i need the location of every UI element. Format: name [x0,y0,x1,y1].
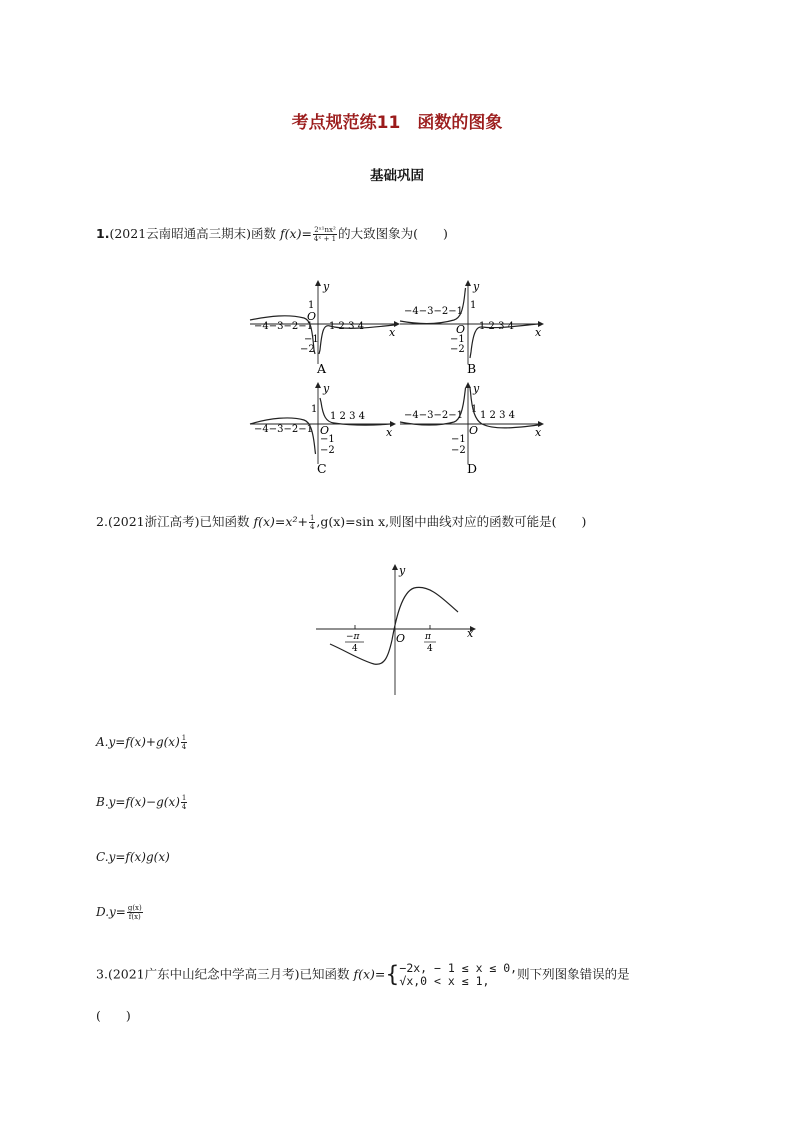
x-axis-label: x [467,627,474,640]
brace: { [385,962,400,988]
y-tick-down-1: −1 [450,334,465,345]
option-b[interactable]: B.y=f(x)−g(x) $\frac{1}{4}$ [96,794,187,811]
graph-c [248,380,408,480]
pos-ticks: 1 2 3 4 [329,321,364,332]
graph-a [248,278,408,378]
y-tick-down-2: −2 [320,445,335,456]
pos-pi-denominator: 4 [427,644,433,654]
neg-ticks: −4−3−2−1 [254,321,313,332]
neg-ticks: −4−3−2−1 [404,410,463,421]
function-name: f(x)= [353,966,386,982]
question-source: (2021浙江高考)已知函数 [107,514,250,529]
y-tick-up: 1 [471,404,478,415]
origin-label: O [320,424,330,437]
question-2 [96,512,586,531]
function-g: ,g(x)=sin x,则图中曲线对应的函数可能是( ) [316,514,587,529]
origin-label: O [469,424,479,437]
question-source: (2021广东中山纪念中学高三月考)已知函数 [107,966,350,982]
y-tick-up: 1 [311,404,318,415]
origin-label: O [456,323,466,336]
x-axis-label: x [389,326,396,339]
function-name: f(x)= [280,226,312,241]
pos-pi-numerator: π [425,632,431,642]
graph-label: A [317,361,327,376]
neg-ticks: −4−3−2−1 [254,424,313,435]
question-suffix: 则下列图象错误的是 [517,966,630,982]
x-axis-label: x [535,426,542,439]
question-number: 1. [96,226,110,241]
piecewise-cases: −2x, − 1 ≤ x ≤ 0, √x,0 < x ≤ 1, [399,961,518,988]
page-title: 考点规范练11 函数的图象 [291,113,503,133]
graph-label: B [467,361,477,376]
y-tick-down-1: −1 [304,334,319,345]
pos-ticks: 1 2 3 4 [479,321,514,332]
y-tick-up: 1 [470,300,477,311]
function-fraction: $\frac{\text{2ˣ¹nx²}}{\text{4ˣ + 1}}$ [313,226,337,243]
neg-pi-denominator: 4 [352,644,358,654]
y-axis-label: y [323,382,330,395]
question-suffix: 的大致图象为( ) [338,226,448,241]
question-3 [96,962,630,988]
origin-label: O [396,632,406,645]
x-axis-label: x [535,326,542,339]
y-axis-label: y [399,564,406,577]
y-axis-label: y [323,280,330,293]
question-number: 3. [96,966,108,982]
graph-q2 [314,560,484,700]
pos-ticks: 1 2 3 4 [480,410,515,421]
y-tick-down-2: −2 [450,344,465,355]
answer-paren: ( ) [96,1008,131,1023]
y-tick-up: 1 [308,300,315,311]
option-a[interactable]: A.y=f(x)+g(x) $\frac{1}{4}$ [96,734,187,751]
question-source: (2021云南昭通高三期末)函数 [109,226,277,241]
graph-d [398,380,558,480]
function-f-fraction: $\frac{1}{4}$ [309,514,315,531]
question-1 [96,224,448,243]
function-f: f(x)=x²+ [253,514,308,529]
option-d[interactable]: D.y= $\frac{g(x)}{f(x)}$ [96,904,142,921]
question-number: 2. [96,514,108,529]
graph-b [398,278,558,378]
y-tick-down-1: −1 [320,434,335,445]
y-axis-label: y [473,280,480,293]
origin-label: O [307,310,317,323]
y-axis-label: y [473,382,480,395]
y-tick-down-2: −2 [451,445,466,456]
graph-label: C [317,461,327,476]
neg-ticks: −4−3−2−1 [404,306,463,317]
x-axis-label: x [386,426,393,439]
y-tick-down-2: −2 [300,344,315,355]
pos-ticks: 1 2 3 4 [330,411,365,422]
section-heading: 基础巩固 [370,168,424,184]
neg-pi-numerator: −π [346,632,360,642]
graph-label: D [467,461,478,476]
y-tick-down-1: −1 [451,434,466,445]
option-c[interactable]: C.y=f(x)g(x) [96,850,170,864]
